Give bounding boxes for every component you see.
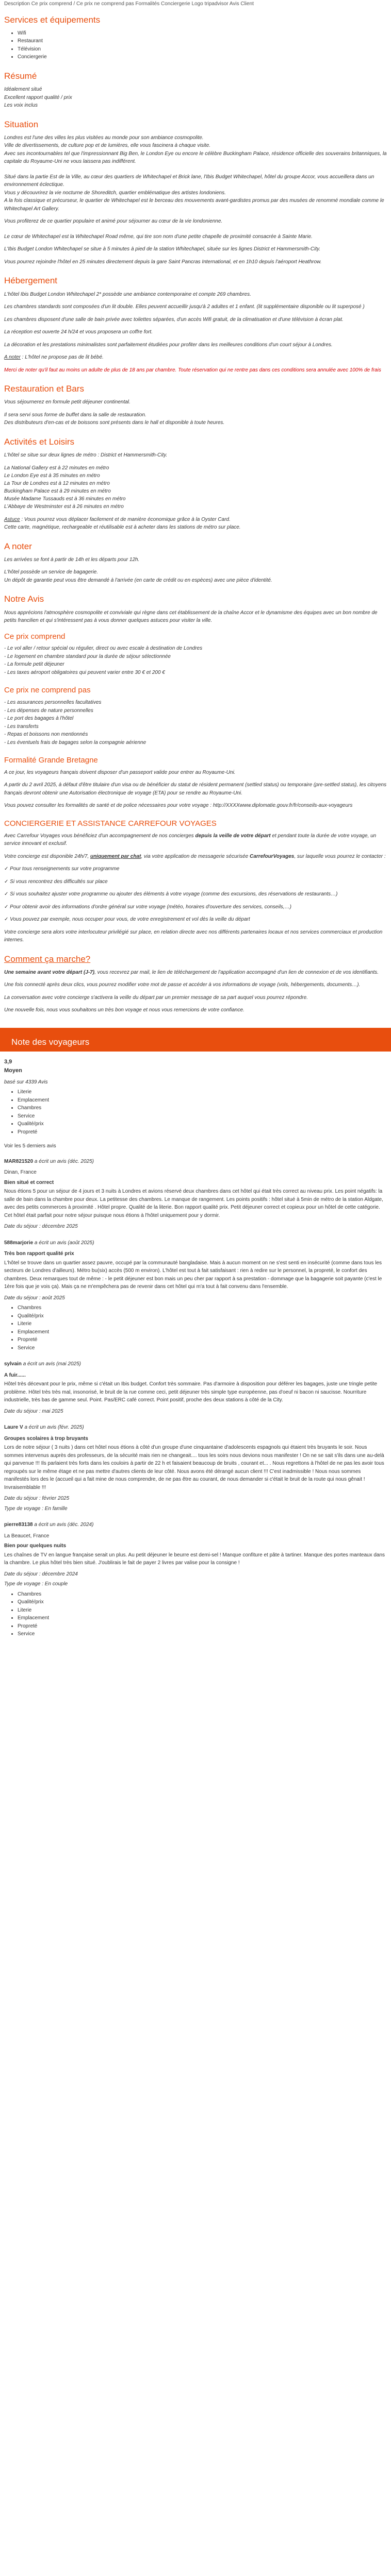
review-type-label: Type de voyage :	[4, 1581, 45, 1587]
review-author: 588marjorie	[4, 1240, 34, 1246]
review-place: La Beaucet, France	[4, 1533, 50, 1539]
review-date-value: décembre 2024	[42, 1571, 78, 1577]
review-criterion: • Service	[18, 1112, 387, 1121]
restauration-title: Restauration et Bars	[4, 384, 84, 394]
situation-section	[4, 119, 387, 266]
services-section	[4, 14, 387, 61]
review-title: Groupes scolaires à trop bruyants	[4, 1435, 88, 1442]
review-author: pierre83138	[4, 1522, 33, 1528]
conciergerie-paragraph-1	[4, 832, 387, 848]
review-author-suffix: a écrit un avis (déc. 2025)	[33, 1158, 94, 1164]
formalite-title: Formalité Grande Bretagne	[4, 756, 98, 765]
review-criterion: • Emplacement	[18, 1614, 387, 1622]
hebergement-paragraph: La décoration et les prestations minimalistes sont parfaitement étudiées pour profiter dans les meilleures conditions d'un court séjour à Londres.	[4, 342, 333, 348]
conciergerie-item: ✓ Pour tous renseignements sur votre programme	[4, 866, 120, 872]
review-author-line	[4, 1239, 387, 1247]
review-place: Dinan, France	[4, 1170, 37, 1176]
review-body: Lors de notre séjour ( 3 nuits ) dans cet hôtel nous étions à côté d'un groupe d'une cinquantaine d'adolescents espagnols qui étaient très bruyants le soir. Nous sommes intervenus auprès des professeurs, de la sécurité mais rien ne changeait.... tous les soirs nous devions nous manifester ! On ne se sait s'ils dans une au-delà qui parvenue !!! Ils parlaient très forts dans les couloirs à partir de 22 h et faisaient beaucoup de bruits , courant et... . Nous regrettons à l'hôtel de ne pas les avoir tous regroupés sur le même étage et ne pas mettre d'autres clients de leur côté. Nous avons été dérangé aucun client !!! C'est inadmissible ! Nous nous sommes manifestés lors des le (accueil qui a fait mine de nous comprendre, de ne pas être au courant, de nous demander si c'était le bruit de la route qui nous gênait ! Invraisemblable !!!	[4, 1445, 384, 1490]
prix-comprend-title: Ce prix comprend	[4, 632, 66, 641]
astuce-text: : Vous pourrez vous déplacer facilement et de manière économique grâce à la Oyster Card.	[20, 516, 231, 522]
situation-paragraph: L'Ibis Budget London Whitechapel se situe à 5 minutes à pied de la station Whitechapel, située sur les lignes District et Hammersmith-City.	[4, 246, 321, 252]
situation-paragraph: Avec ses incontournables tel que l'impressionnant Big Ben, le London Eye ou encore le célèbre Buckingham Palace, résidence officielle des souverains britanniques, la capitale du Royaume-Uni ne vous laissera pas indifférent.	[4, 150, 387, 165]
review-criterion: • Emplacement	[18, 1328, 387, 1336]
prix-ne-comprend-item: - Les assurances personnelles facultatives	[4, 700, 102, 705]
review-title: Bien pour quelques nuits	[4, 1543, 67, 1549]
review-criterion: • Emplacement	[18, 1096, 387, 1105]
comment-paragraph: Une fois connecté après deux clics, vous pourrez modifier votre mot de passe et accéder à vos informations de voyage (vols, hébergements, documents…).	[4, 982, 361, 988]
conciergerie-item: ✓ Si vous rencontrez des difficultés sur place	[4, 878, 108, 885]
review-date-label: Date du séjour :	[4, 1295, 42, 1301]
situation-paragraph: Vous y découvrirez la vie nocturne de Shoreditch, quartier emblématique des artistes londoniens.	[4, 190, 226, 196]
activites-line: La Tour de Londres est à 12 minutes en métro	[4, 480, 110, 486]
resume-line: Idéalement situé	[4, 87, 42, 92]
situation-paragraph: Ville de divertissements, de culture pop et de lumières, elle vous fascinera à chaque visite.	[4, 143, 211, 149]
comment-paragraph: La conversation avec votre concierge s'activera la veille du départ par un premier message de sa part auquel vous pourrez répondre.	[4, 994, 308, 1001]
review-title: Très bon rapport qualité prix	[4, 1251, 74, 1257]
note-text: : L'hôtel ne propose pas de lit bébé.	[20, 354, 104, 360]
reviews-title: Note des voyageurs	[11, 1037, 90, 1047]
review-author-suffix: a écrit un avis (déc. 2024)	[32, 1522, 94, 1528]
hebergement-paragraph: Les chambres standards sont composées d'un lit double. Elles peuvent accueillir jusqu'à 2 adultes et 1 enfant. (lit supplémentaire disponible ou lit superposé )	[4, 304, 365, 310]
review-type	[4, 1580, 387, 1588]
conciergerie-text: , sur laquelle vous pourrez le contacter :	[294, 853, 386, 859]
comment-title: Comment ça marche?	[4, 954, 91, 964]
a-noter-title: A noter	[4, 541, 32, 551]
conciergerie-item: ✓ Si vous souhaitez ajuster votre programme ou ajouter des éléments à votre voyage (comme des excursions, des réservations de restaurants…)	[4, 891, 338, 897]
review-item	[4, 1158, 387, 1231]
review-author: MAR821520	[4, 1158, 34, 1164]
review-author-line	[4, 1158, 387, 1166]
activites-list	[4, 464, 387, 511]
comment-text: , vous recevrez par mail, le lien de téléchargement de l'application accompagné d'un lien de connexion et de vos identifiants.	[94, 969, 379, 975]
prix-ne-comprend-title: Ce prix ne comprend pas	[4, 686, 91, 695]
conciergerie-bold: CarrefourVoyages	[250, 853, 295, 859]
review-score-label: Moyen	[4, 1067, 22, 1074]
activites-line: Buckingham Palace est à 29 minutes en métro	[4, 488, 111, 494]
resume-section	[4, 71, 387, 110]
review-criterion: • Literie	[18, 1606, 387, 1615]
notre-avis-title: Notre Avis	[4, 594, 44, 604]
hebergement-section	[4, 275, 387, 374]
situation-paragraph: Vous profiterez de ce quartier populaire et animé pour séjourner au cœur de la vie londonienne.	[4, 218, 223, 225]
activites-line: Musée Madame Tussauds est à 36 minutes en métro	[4, 496, 126, 502]
review-criterion: • Chambres	[18, 1104, 387, 1112]
comment-section	[4, 954, 387, 1014]
hebergement-title: Hébergement	[4, 276, 58, 286]
review-date-value: décembre 2025	[42, 1224, 78, 1230]
review-date-label: Date du séjour :	[4, 1224, 42, 1230]
review-criteria-list	[4, 1304, 387, 1352]
resume-title: Résumé	[4, 71, 37, 81]
comment-bold: Une semaine avant votre départ (J-7)	[4, 969, 95, 975]
formalite-paragraph: A ce jour, les voyageurs français doivent disposer d'un passeport valide pour entrer au Royaume-Uni.	[4, 769, 236, 775]
review-based-on: basé sur 4339 Avis	[4, 1079, 48, 1085]
conciergerie-text: Votre concierge est disponible 24h/7,	[4, 853, 90, 859]
formalite-paragraph: A partir du 2 avril 2025, à défaut d'être titulaire d'un visa ou de bénéficier du statut de résident permanent (settled status) ou temporaire (pre-settled status), les citoyens français devront obtenir une Autorisation électronique de voyage (ETA) pour se rendre au Royaume-Uni.	[4, 782, 387, 796]
review-criterion: • Chambres	[18, 1590, 387, 1599]
astuce	[4, 516, 387, 524]
comment-paragraph: Une nouvelle fois, nous vous souhaitons un très bon voyage et nous vous remercions de votre confiance.	[4, 1007, 245, 1013]
activites-line: Le London Eye est à 35 minutes en métro	[4, 472, 100, 479]
review-criterion: • Service	[18, 1630, 387, 1638]
hebergement-warning: Merci de noter qu'il faut au moins un adulte de plus de 18 ans par chambre. Toute réservation qui ne rentre pas dans ces conditions sera annulée avec 100% de frais	[4, 367, 381, 373]
conciergerie-bold: uniquement par chat	[90, 853, 141, 859]
review-body: Hôtel très décevant pour le prix, même si c'était un Ibis budget. Confort très sommaire. Pas d'armoire à disposition pour déférer les bagages, juste une tringle petite problème. Hôtel très très mal, insonorisé, le bruit de la rue comme ceci, petit déjeuner très simple type européenne, pas d'oeuf ni bacon ni saucisse. Nourriture industrielle, très bas de gamme seul. Point. Pas/ERC café correct. Point positif, proche des deux stations à côté de la City.	[4, 1381, 378, 1403]
prix-comprend-item: - Le logement en chambre standard pour la durée de séjour sélectionnée	[4, 653, 171, 659]
notre-avis-section	[4, 594, 387, 624]
astuce-label: Astuce	[4, 516, 20, 522]
review-author-line	[4, 1423, 387, 1432]
conciergerie-paragraph-3: Votre concierge sera alors votre interlocuteur privilégié sur place, en relation directe avec nos différents partenaires locaux et nos services commerciaux et production internes.	[4, 929, 383, 943]
review-author: sylvain	[4, 1361, 22, 1367]
review-type-value: En famille	[44, 1505, 68, 1512]
situation-paragraph: Le cœur de Whitechapel est la Whitechapel Road même, qui tire son nom d'une petite chapelle de proximité consacrée à Sainte Marie.	[4, 233, 313, 240]
review-title: Bien situé et correct	[4, 1179, 54, 1185]
conciergerie-paragraph-2	[4, 853, 387, 861]
conciergerie-section	[4, 819, 387, 944]
review-type-label: Type de voyage :	[4, 1505, 45, 1512]
conciergerie-bold: depuis la veille de votre départ	[195, 833, 271, 839]
review-date	[4, 1408, 387, 1416]
review-criterion: • Literie	[18, 1088, 387, 1096]
review-date-value: août 2025	[42, 1295, 65, 1301]
review-score: 3,9	[4, 1058, 12, 1065]
review-date	[4, 1294, 387, 1302]
prix-comprend-item: - Le vol aller / retour spécial ou régulier, direct ou avec escale à destination de Londres	[4, 646, 203, 652]
review-criterion: • Literie	[18, 1320, 387, 1328]
review-date-label: Date du séjour :	[4, 1408, 42, 1414]
a-noter-paragraph: L'hôtel possède un service de bagagerie.	[4, 569, 99, 575]
review-date-value: mai 2025	[42, 1408, 63, 1414]
review-body: L'hôtel se trouve dans un quartier assez pauvre, occupé par la communauté bangladaise. Mais à aucun moment on ne s'est senti en insécurité (comme dans tous les secteurs de Londres d'ailleurs). Métro bu(six) accès (500 m environ). L'hôtel est tout à fait satisfaisant : rien à redire sur le personnel, la propreté, le confort des chambres. Deux remarques tout de même : - le petit déjeuner est bon mais un peu cher par rapport à sa prestation - dommage que la bagagerie soit payante (c'est le 1ère fois que je vois ça). Mais ça ne m'empêchera pas de revenir dans cet hôtel qui m'a tout à fait convenu dans l'ensemble.	[4, 1260, 382, 1290]
review-criterion: • Qualité/prix	[18, 1598, 387, 1606]
review-criterion: • Service	[18, 1344, 387, 1352]
review-author-line	[4, 1360, 387, 1368]
situation-title: Situation	[4, 119, 39, 129]
review-type-value: En couple	[44, 1581, 68, 1587]
review-criterion: • Qualité/prix	[18, 1120, 387, 1128]
restauration-paragraph: Des distributeurs d'en-cas et de boissons sont présents dans le hall et disponible à toute heures.	[4, 420, 225, 426]
restauration-section	[4, 383, 387, 427]
content	[0, 0, 391, 1014]
activites-intro: L'hôtel se situe sur deux lignes de métro : District et Hammersmith-City.	[4, 452, 168, 458]
review-criteria-list	[4, 1088, 387, 1136]
situation-paragraph: Vous pourrez rejoindre l'hôtel en 25 minutes directement depuis la gare Saint Pancras International, et en 1h10 depuis l'aéroport Heathrow.	[4, 259, 322, 265]
services-item: • Conciergerie	[18, 53, 387, 61]
situation-paragraph: A la fois classique et précurseur, le quartier de Whitechapel est le berceau des mouvements avant-gardistes promus par des musées de renommé mondiale comme le Whitechapel Art Gallery.	[4, 198, 384, 212]
prix-ne-comprend-item: - Les dépenses de nature personnelles	[4, 707, 93, 714]
review-body: Nous étions 5 pour un séjour de 4 jours et 3 nuits à Londres et avions réservé deux chambres dans cet hôtel qui était très correct au niveau prix. Les point négatifs: la salle de bain dans la chambre pour deux. La petitesse des chambres. Le manque de rangement. Les points positifs : hôtel situé à 5min de métro de la station Aldgate, avec des petits commerces à proximité . Hôtel propre. Qualité de la literie. Bon rapport qualité prix. Petit déjeuner correct et copieux pour un hôtel de cette catégorie. Cet hôtel était parfait pour notre séjour puisque nous étions à l'hôtel uniquement pour y dormir.	[4, 1189, 383, 1218]
reviews-content	[0, 1058, 391, 1638]
prix-comprend-item: - La formule petit déjeuner	[4, 662, 64, 668]
hebergement-paragraph: La réception est ouverte 24 h/24 et vous proposera un coffre fort.	[4, 329, 153, 335]
prix-ne-comprend-item: - Le port des bagages à l'hôtel	[4, 716, 74, 721]
hebergement-note	[4, 353, 387, 362]
review-date-label: Date du séjour :	[4, 1496, 42, 1502]
review-title: A fuir......	[4, 1372, 26, 1378]
review-criterion: • Propreté	[18, 1336, 387, 1344]
situation-paragraph: Situé dans la partie Est de la Ville, au cœur des quartiers de Whitechapel et Brick lane, l'Ibis Budget Whitechapel, hôtel du groupe Accor, vous accueillera dans un environnement éclectique.	[4, 174, 374, 188]
a-noter-paragraph: Les arrivées se font à partir de 14h et les départs pour 12h.	[4, 556, 140, 563]
review-date-label: Date du séjour :	[4, 1571, 42, 1577]
review-item	[4, 1521, 387, 1638]
review-item	[4, 1423, 387, 1513]
prix-ne-comprend-item: - Les transferts	[4, 723, 39, 730]
conciergerie-text: Avec Carrefour Voyages vous bénéficiez d'un accompagnement de nos concierges	[4, 833, 196, 839]
notre-avis-paragraph: Nous apprécions l'atmosphère cosmopolite et conviviale qui règne dans cet établissement de la chaîne Accor et le dynamisme des équipes avec un bon nombre de petits francilien et qui s'intéressent pas à vous donner quelques astuces pour visiter la ville.	[4, 609, 378, 623]
resume-line: Excellent rapport qualité / prix	[4, 94, 72, 100]
review-body: Les chaînes de TV en langue française serait un plus. Au petit déjeuner le beurre est demi-sel ! Manque confiture et pâte à tartiner. Manque des portes manteaux dans la chambre. Le plus hôtel très bien situé. J'oublirais le fait de payer 2 livres par valise pour la consigne !	[4, 1552, 385, 1566]
a-noter-section	[4, 541, 387, 585]
reviews-header-band	[0, 1028, 391, 1052]
conciergerie-text: et pendant toute la durée de votre voyage, un service innovant et exclusif.	[4, 833, 377, 846]
review-type	[4, 1505, 387, 1513]
review-author: Laure V	[4, 1425, 23, 1431]
note-label: A noter	[4, 354, 21, 360]
review-author-suffix: a écrit un avis (août 2025)	[33, 1240, 94, 1246]
review-author-suffix: a écrit un avis (févr. 2025)	[23, 1425, 84, 1431]
services-item: • Restaurant	[18, 37, 387, 45]
review-item	[4, 1360, 387, 1415]
comment-paragraph-1	[4, 969, 387, 977]
review-date	[4, 1223, 387, 1231]
restauration-paragraph: Vous séjournerez en formule petit déjeuner continental.	[4, 399, 131, 405]
prix-ne-comprend-item: - Les éventuels frais de bagages selon la compagnie aérienne	[4, 739, 146, 745]
conciergerie-item: ✓ Pour obtenir avoir des informations d'ordre général sur votre voyage (météo, horaires d'ouverture des services, conseils,…)	[4, 904, 291, 910]
formalite-section	[4, 756, 387, 810]
hebergement-paragraph: Les chambres disposent d'une salle de bain privée avec toilettes séparées, d'un accès Wifi gratuit, de la climatisation et d'une télévision à écran plat.	[4, 316, 344, 323]
activites-title: Activités et Loisirs	[4, 436, 75, 447]
activites-line: La National Gallery est à 22 minutes en métro	[4, 465, 109, 471]
prix-comprend-item: - Les taxes aéroport obligatoires qui peuvent varier entre 30 € et 200 €	[4, 669, 165, 675]
review-author-line	[4, 1521, 387, 1529]
resume-line: Les voix inclus	[4, 103, 38, 108]
activites-line: L'Abbaye de Westminster est à 26 minutes en métro	[4, 503, 124, 510]
review-criterion: • Qualité/prix	[18, 1312, 387, 1320]
services-title: Services et équipements	[4, 14, 101, 25]
review-criterion: • Chambres	[18, 1304, 387, 1312]
review-date	[4, 1495, 387, 1503]
review-date	[4, 1570, 387, 1579]
services-item: • Télévision	[18, 45, 387, 54]
last-reviews-link[interactable]: Voir les 5 derniers avis	[4, 1143, 56, 1149]
conciergerie-title: CONCIERGERIE ET ASSISTANCE CARREFOUR VOYAGES	[4, 819, 217, 828]
review-author-suffix: a écrit un avis (mai 2025)	[21, 1361, 81, 1367]
activites-section	[4, 436, 387, 532]
review-criterion: • Propreté	[18, 1128, 387, 1137]
hebergement-paragraph: L'hôtel Ibis Budget London Whitechapel 2* possède une ambiance contemporaine et compte 269 chambres.	[4, 291, 251, 297]
astuce-text-2: Cette carte, magnétique, rechargeable et réutilisable est à acheter dans les stations de métro sur place.	[4, 524, 241, 530]
situation-paragraph: Londres est l'une des villes les plus visitées au monde pour son ambiance cosmopolite.	[4, 134, 204, 141]
review-date-value: février 2025	[42, 1496, 70, 1502]
prix-comprend-section	[4, 632, 387, 677]
conciergerie-item: ✓ Vous pouvez par exemple, nous occuper pour vous, de votre enregistrement et vol dès la veille du départ	[4, 917, 250, 922]
review-criteria-list	[4, 1590, 387, 1638]
services-list	[4, 29, 387, 61]
prix-ne-comprend-section	[4, 686, 387, 747]
review-item	[4, 1239, 387, 1352]
services-item: • Wifi	[18, 29, 387, 38]
top-description: Description Ce prix comprend / Ce prix ne comprend pas Formalités Conciergerie Logo tripadvisor Avis Client	[4, 1, 254, 7]
review-criterion: • Propreté	[18, 1622, 387, 1631]
a-noter-paragraph: Un dépôt de garantie peut vous être demandé à l'arrivée (en carte de crédit ou en espèces) avec une pièce d'identité.	[4, 577, 272, 583]
formalite-paragraph: Vous pouvez consulter les formalités de santé et de police nécessaires pour votre voyage : http://XXXXwww.diplomatie.gouv.fr/fr/conseils-aux-voyageurs	[4, 803, 353, 809]
restauration-paragraph: Il sera servi sous forme de buffet dans la salle de restauration.	[4, 412, 146, 418]
conciergerie-text: , via votre application de messagerie sécurisée	[141, 853, 250, 859]
prix-ne-comprend-item: - Repas et boissons non mentionnés	[4, 732, 88, 737]
